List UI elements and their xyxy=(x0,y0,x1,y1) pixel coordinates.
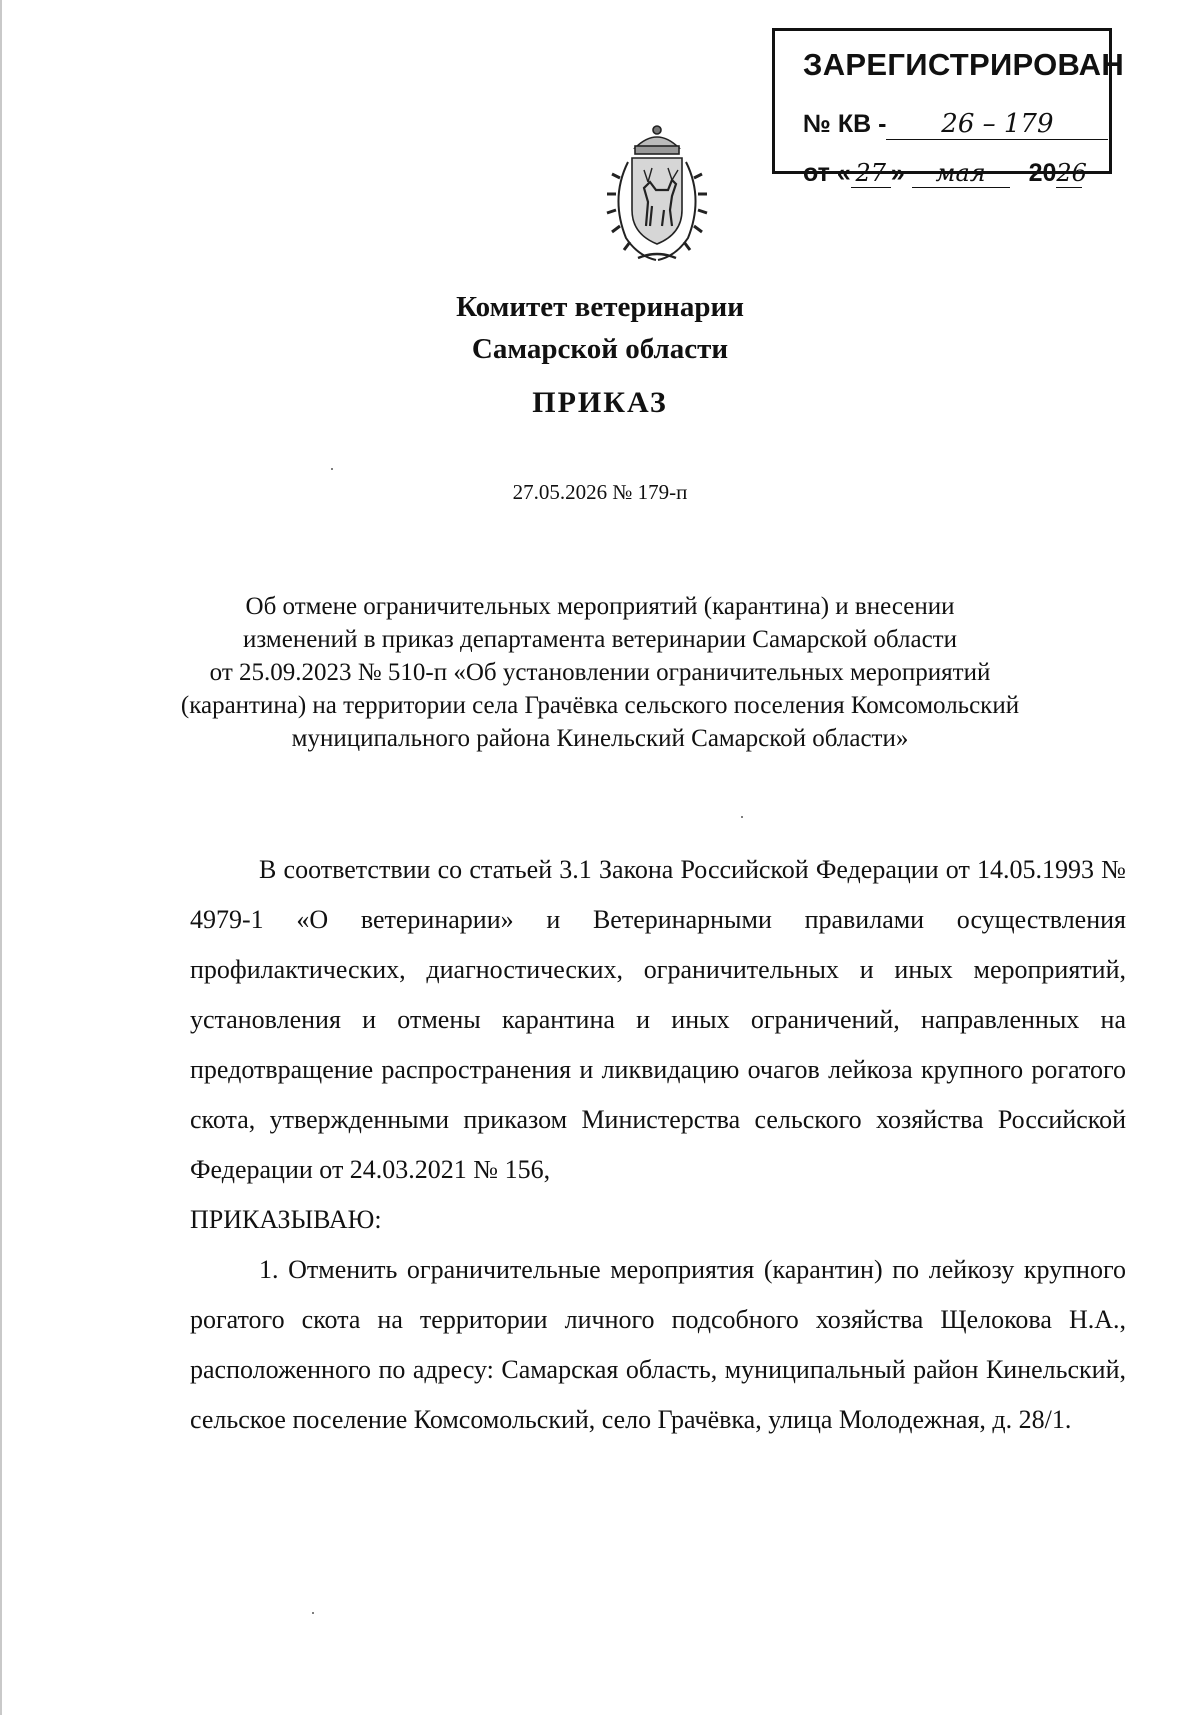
stamp-year-handwritten: 26 xyxy=(1056,159,1087,187)
stamp-day-close: » xyxy=(890,159,905,187)
samara-region-coat-of-arms-icon xyxy=(590,118,724,268)
subject-line-1: Об отмене ограничительных мероприятий (карантина) и внесении xyxy=(245,593,955,620)
subject-line-5: муниципального района Кинельский Самарской области» xyxy=(291,725,909,752)
stamp-year-printed: 20 xyxy=(1028,159,1057,187)
stamp-number-prefix: № КВ - xyxy=(803,110,887,138)
document-type: ПРИКАЗ xyxy=(532,386,668,419)
scan-edge xyxy=(0,0,2,1715)
document-subject xyxy=(0,590,1200,755)
stamp-date-prefix: от « xyxy=(803,159,851,187)
scan-speck xyxy=(331,468,333,470)
preamble-paragraph: В соответствии со статьей 3.1 Закона Российской Федерации от 14.05.1993 № 4979-1 «О ветеринарии» и Ветеринарными правилами осуществления профилактических, диагностических, ограничительных и иных мероприятий, установления и отмены карантина и иных ограничений, направленных на предотвращение распространения и ликвидацию очагов лейкоза крупного рогатого скота, утвержденными приказом Министерства сельского хозяйства Российской Федерации от 24.03.2021 № 156, xyxy=(190,855,1126,1184)
organization-name xyxy=(0,286,1200,370)
subject-line-4: (карантина) на территории села Грачёвка сельского поселения Комсомольский xyxy=(180,692,1020,719)
document-date-number: 27.05.2026 № 179-п xyxy=(512,480,688,504)
document-body xyxy=(190,845,1126,1445)
registration-stamp xyxy=(772,28,1125,187)
stamp-month-handwritten: мая xyxy=(912,159,1010,188)
order-item-1: 1. Отменить ограничительные мероприятия (карантин) по лейкозу крупного рогатого скота на территории личного подсобного хозяйства Щелокова Н.А., расположенного по адресу: Самарская область, муниципальный район Кинельский, сельское поселение Комсомольский, село Грачёвка, улица Молодежная, д. 28/1. xyxy=(190,1255,1126,1434)
subject-line-2: изменений в приказ департамента ветеринарии Самарской области xyxy=(243,626,957,653)
stamp-number-line xyxy=(803,109,1108,140)
stamp-title: ЗАРЕГИСТРИРОВАН xyxy=(803,47,1125,82)
scan-speck xyxy=(741,816,743,818)
stamp-number-handwritten: 26 – 179 xyxy=(886,109,1108,140)
organization-line-2: Самарской области xyxy=(471,333,729,365)
stamp-day-handwritten: 27 xyxy=(851,159,891,188)
stamp-date-line xyxy=(803,159,1087,188)
subject-line-3: от 25.09.2023 № 510-п «Об установлении ограничительных мероприятий xyxy=(209,659,991,686)
scan-speck xyxy=(312,1612,314,1614)
organization-line-1: Комитет ветеринарии xyxy=(456,291,744,323)
order-word: ПРИКАЗЫВАЮ: xyxy=(190,1205,382,1234)
